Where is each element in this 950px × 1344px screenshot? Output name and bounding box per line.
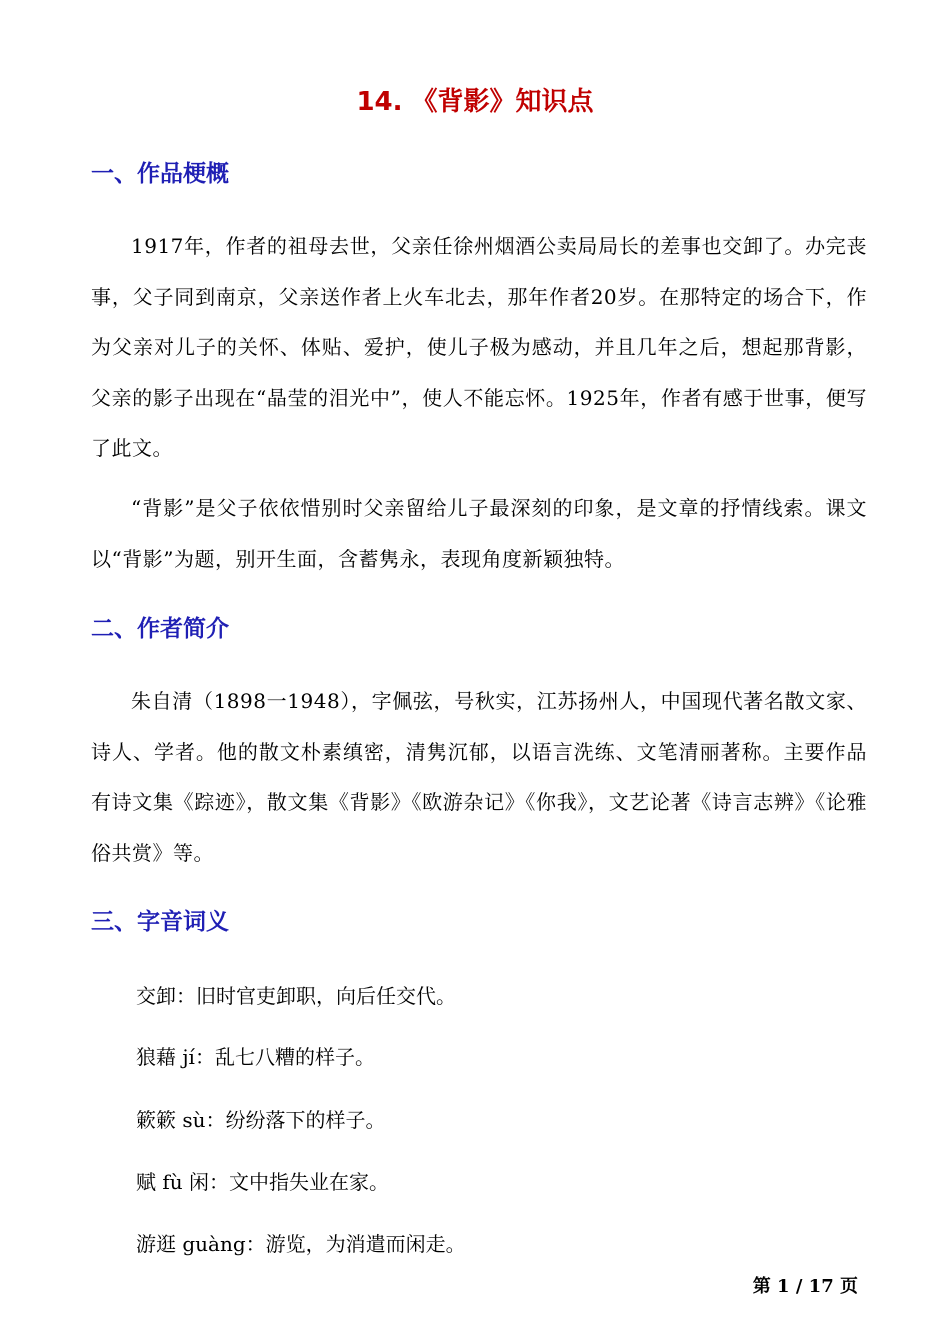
document-title: 14. 《背影》知识点 (356, 87, 594, 117)
section-heading-vocabulary: 三、字音词义 (91, 909, 229, 935)
paragraph-synopsis-2: “背影”是父子依依惜别时父亲留给儿子最深刻的印象，是文章的抒情线索。课文以“背影”为题，别开生面，含蓄隽永，表现角度新颖独特。 (91, 496, 867, 571)
page-number: 第 1 / 17 页 (752, 1276, 858, 1297)
paragraph-author-1: 朱自清（1898一1948），字佩弦，号秋实，江苏扬州人，中国现代著名散文家、诗人、学者。他的散文朴素缜密，清隽沉郁，以语言洗练、文笔清丽著称。主要作品有诗文集《踪迹》，散文集《背影》《欧游杂记》《你我》，文艺论著《诗言志辨》《论雅俗共赏》等。 (91, 689, 867, 865)
vocab-item: 簌簌 sù：纷纷落下的样子。 (136, 1108, 386, 1132)
paragraph-synopsis-1: 1917年，作者的祖母去世，父亲任徐州烟酒公卖局局长的差事也交卸了。办完丧事，父子同到南京，父亲送作者上火车北去，那年作者20岁。在那特定的场合下，作为父亲对儿子的关怀、体贴、爱护，使儿子极为感动，并且几年之后，想起那背影，父亲的影子出现在“晶莹的泪光中”，使人不能忘怀。1925年，作者有感于世事，便写了此文。 (91, 234, 867, 460)
vocab-item: 交卸：旧时官吏卸职，向后任交代。 (136, 984, 456, 1008)
vocab-item: 赋 fù 闲：文中指失业在家。 (136, 1170, 389, 1194)
vocab-item: 狼藉 jí：乱七八糟的样子。 (136, 1045, 375, 1069)
vocab-item: 游逛 guàng：游览，为消遣而闲走。 (136, 1232, 466, 1256)
section-heading-author: 二、作者简介 (91, 616, 229, 642)
section-heading-synopsis: 一、作品梗概 (91, 161, 229, 187)
